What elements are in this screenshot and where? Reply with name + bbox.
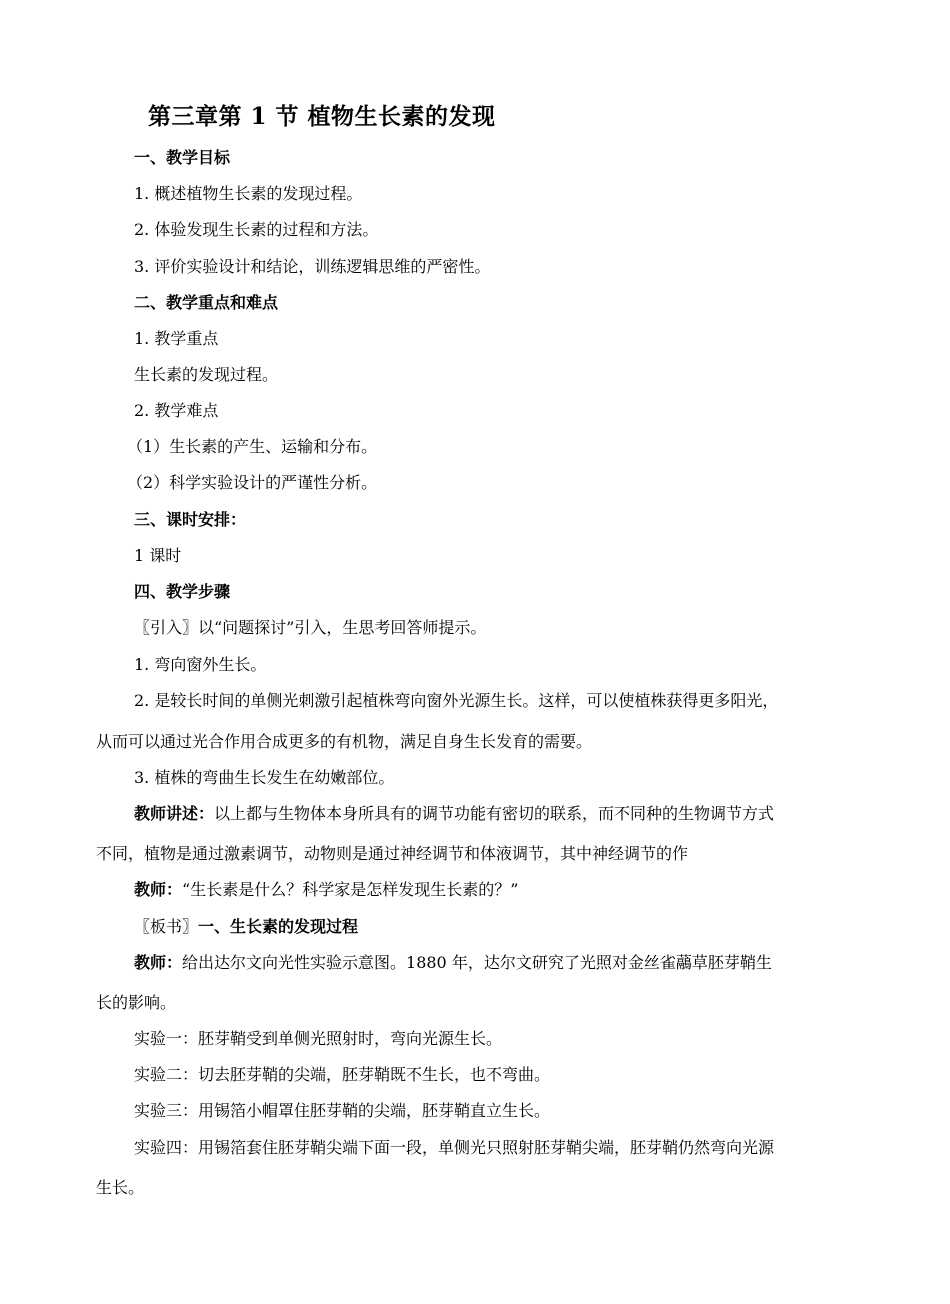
objectives-heading: 一、教学目标 <box>134 148 231 167</box>
experiment-line: 实验三：用锡箔小帽罩住胚芽鞘的尖端，胚芽鞘直立生长。 <box>134 1101 551 1120</box>
teacher-lecture-line <box>134 801 774 824</box>
schedule-text: 1 课时 <box>134 546 182 565</box>
teacher2-label: 教师： <box>134 953 183 972</box>
difficulty-label: 2. 教学难点 <box>134 401 219 420</box>
answer-line: 从而可以通过光合作用合成更多的有机物，满足自身生长发育的需要。 <box>96 732 593 751</box>
teacher-lecture-cont: 不同，植物是通过激素调节，动物则是通过神经调节和体液调节，其中神经调节的作 <box>96 844 689 863</box>
experiment-cont: 生长。 <box>96 1178 145 1197</box>
schedule-heading: 三、课时安排： <box>134 510 247 529</box>
intro-line: 〖引入〗以“问题探讨”引入，生思考回答师提示。 <box>134 618 487 637</box>
teacher2-text: 给出达尔文向光性实验示意图。1880 年，达尔文研究了光照对金丝雀虉草胚芽鞘生 <box>182 953 772 972</box>
answer-line: 1. 弯向窗外生长。 <box>134 655 267 674</box>
experiment-line: 实验一：胚芽鞘受到单侧光照射时，弯向光源生长。 <box>134 1029 503 1048</box>
difficulty-item: （2）科学实验设计的严谨性分析。 <box>127 473 378 492</box>
objective-item: 1. 概述植物生长素的发现过程。 <box>134 184 363 203</box>
steps-heading: 四、教学步骤 <box>134 582 231 601</box>
teacher-label: 教师： <box>134 880 183 899</box>
board-prefix: 〖板书〗 <box>134 917 199 936</box>
key-points-heading: 二、教学重点和难点 <box>134 293 279 312</box>
focus-label: 1. 教学重点 <box>134 329 219 348</box>
objective-item: 2. 体验发现生长素的过程和方法。 <box>134 220 379 239</box>
page-title: 第三章第 1 节 植物生长素的发现 <box>148 103 496 130</box>
teacher-lecture-text: 以上都与生物体本身所具有的调节功能有密切的联系，而不同种的生物调节方式 <box>214 804 775 823</box>
teacher2-line <box>134 950 772 973</box>
teacher-question-line <box>134 877 518 900</box>
answer-line: 3. 植株的弯曲生长发生在幼嫩部位。 <box>134 768 395 787</box>
focus-text: 生长素的发现过程。 <box>134 365 279 384</box>
experiment-line: 实验二：切去胚芽鞘的尖端，胚芽鞘既不生长，也不弯曲。 <box>134 1065 551 1084</box>
experiment-line: 实验四：用锡箔套住胚芽鞘尖端下面一段，单侧光只照射胚芽鞘尖端，胚芽鞘仍然弯向光源 <box>134 1138 775 1157</box>
board-line <box>134 914 358 937</box>
teacher-question: “生长素是什么？科学家是怎样发现生长素的？” <box>182 880 519 899</box>
board-title: 一、生长素的发现过程 <box>198 917 359 936</box>
teacher-lecture-label: 教师讲述： <box>134 804 215 823</box>
difficulty-item: （1）生长素的产生、运输和分布。 <box>127 437 378 456</box>
teacher2-cont: 长的影响。 <box>96 993 177 1012</box>
objective-item: 3. 评价实验设计和结论，训练逻辑思维的严密性。 <box>134 257 491 276</box>
answer-line: 2. 是较长时间的单侧光刺激引起植株弯向窗外光源生长。这样，可以使植株获得更多阳光， <box>134 691 779 710</box>
